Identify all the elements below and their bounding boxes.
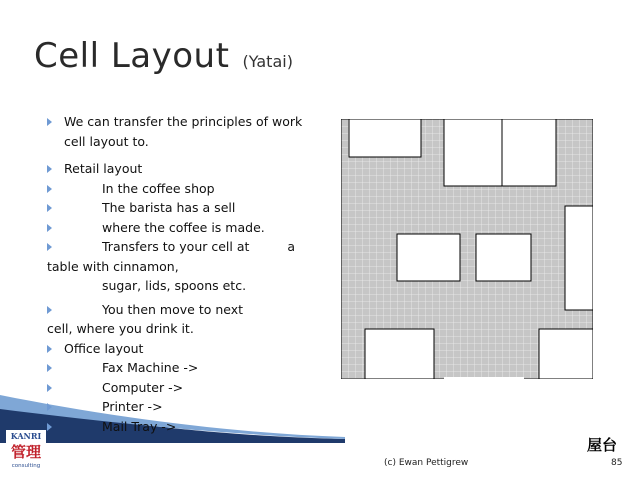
- workstation: [444, 119, 502, 186]
- page-number: 85: [611, 458, 623, 468]
- svg-text:consulting: consulting: [11, 463, 41, 469]
- kanri-logo: [6, 430, 46, 470]
- workstation: [476, 234, 531, 281]
- bullet-item: [47, 179, 317, 199]
- bullet-arrow-icon: [47, 403, 52, 411]
- title-sub: (Yatai): [242, 52, 293, 71]
- slide-title: [34, 36, 293, 76]
- bullet-item: [47, 300, 317, 339]
- svg-text:管理: 管理: [10, 443, 42, 461]
- bullet-item: [47, 378, 317, 398]
- workstation: [365, 329, 434, 379]
- bullet-list: [47, 112, 317, 436]
- bullet-arrow-icon: [47, 224, 52, 232]
- bullet-text: Computer ->: [102, 379, 184, 395]
- bullet-item: [47, 237, 317, 296]
- bullet-text: sugar, lids, spoons etc.: [102, 278, 247, 293]
- bullet-text: cell, where you drink it.: [47, 321, 194, 336]
- bullet-text: Mail Tray ->: [102, 418, 177, 434]
- bullet-text: Transfers to your cell at: [102, 239, 250, 254]
- bullet-item: [47, 358, 317, 378]
- bullet-text: In the coffee shop: [102, 180, 215, 196]
- bullet-arrow-icon: [47, 204, 52, 212]
- bullet-text: You then move to next: [102, 301, 244, 317]
- aisle-gap: [444, 377, 524, 379]
- bullet-arrow-icon: [47, 118, 52, 126]
- bullet-arrow-icon: [47, 364, 52, 372]
- bullet-item: [47, 159, 317, 179]
- bullet-arrow-icon: [47, 345, 52, 353]
- bullet-arrow-icon: [47, 384, 52, 392]
- bullet-text: table with cinnamon,: [47, 258, 179, 274]
- workstation: [539, 329, 593, 379]
- bullet-arrow-icon: [47, 306, 52, 314]
- bullet-arrow-icon: [47, 165, 52, 173]
- bullet-text: Printer ->: [102, 399, 163, 414]
- bullet-text: Fax Machine ->: [102, 360, 199, 375]
- bullet-text: The barista has a sell: [102, 200, 236, 215]
- footer-credit: (c) Ewan Pettigrew: [384, 458, 469, 468]
- bullet-item: [47, 339, 317, 359]
- bullet-text: We can transfer the principles of work: [64, 114, 303, 129]
- workstation: [349, 119, 421, 157]
- workstation: [502, 119, 556, 186]
- bullet-item: [47, 397, 317, 417]
- bullet-arrow-icon: [47, 423, 52, 431]
- bullet-item: [47, 198, 317, 218]
- svg-text:KANRI: KANRI: [10, 431, 42, 441]
- bullet-item: [47, 417, 317, 437]
- bullet-text: Retail layout: [64, 161, 143, 176]
- bullet-text: a: [287, 239, 296, 254]
- cell-layout-diagram: [341, 119, 593, 379]
- yatai-kanji: 屋台: [587, 436, 618, 454]
- bullet-item: [47, 218, 317, 238]
- title-main: Cell Layout: [34, 36, 230, 76]
- bullet-arrow-icon: [47, 243, 52, 251]
- bullet-arrow-icon: [47, 185, 52, 193]
- bullet-item: [47, 112, 317, 151]
- bullet-text: where the coffee is made.: [102, 219, 265, 235]
- workstation: [397, 234, 460, 281]
- workstation: [565, 206, 593, 310]
- bullet-text: cell layout to.: [64, 133, 149, 149]
- bullet-text: Office layout: [64, 340, 144, 356]
